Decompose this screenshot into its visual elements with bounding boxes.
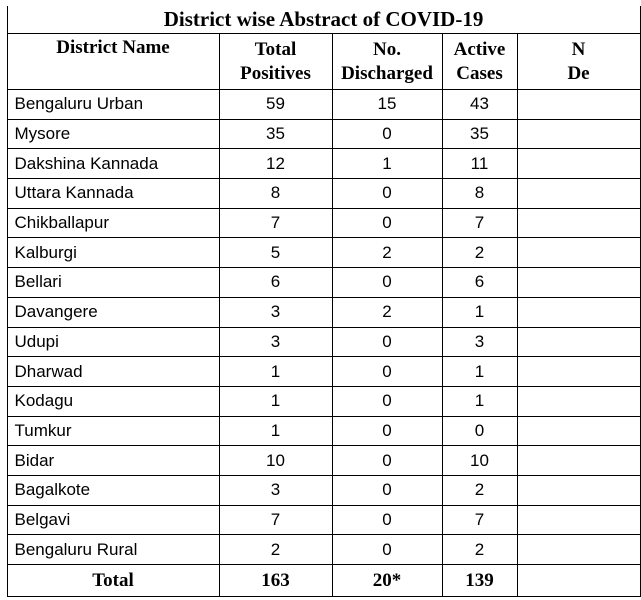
active-cases-cell: 1	[442, 386, 517, 416]
active-cases-cell: 2	[442, 475, 517, 505]
total-positives-cell: 1	[219, 357, 332, 387]
active-cases-cell: 43	[442, 90, 517, 120]
district-name-cell: Kalburgi	[7, 238, 219, 268]
header-total-positives: Total Positives	[219, 34, 332, 90]
deaths-cell	[517, 327, 640, 357]
active-cases-cell: 11	[442, 149, 517, 179]
total-active: 139	[442, 565, 517, 597]
active-cases-cell: 2	[442, 535, 517, 565]
deaths-cell	[517, 90, 640, 120]
total-deaths	[517, 565, 640, 597]
table-row	[0, 416, 640, 446]
header-row	[0, 34, 640, 90]
total-row	[0, 565, 640, 597]
discharged-cell: 2	[332, 238, 442, 268]
table-row	[0, 535, 640, 565]
discharged-cell: 0	[332, 505, 442, 535]
header-active-cases: Active Cases	[442, 34, 517, 90]
left-stub	[0, 565, 7, 597]
left-stub	[0, 34, 7, 90]
total-positives-cell: 59	[219, 90, 332, 120]
left-stub	[0, 268, 7, 298]
deaths-cell	[517, 416, 640, 446]
district-name-cell: Kodagu	[7, 386, 219, 416]
active-cases-cell: 10	[442, 446, 517, 476]
discharged-cell: 0	[332, 475, 442, 505]
district-name-cell: Davangere	[7, 297, 219, 327]
total-positives-cell: 7	[219, 208, 332, 238]
district-name-cell: Bagalkote	[7, 475, 219, 505]
discharged-cell: 2	[332, 297, 442, 327]
district-name-cell: Dharwad	[7, 357, 219, 387]
district-name-cell: Bengaluru Urban	[7, 90, 219, 120]
discharged-cell: 0	[332, 119, 442, 149]
total-positives-cell: 7	[219, 505, 332, 535]
left-stub	[0, 6, 7, 34]
total-positives-cell: 10	[219, 446, 332, 476]
table-row	[0, 386, 640, 416]
total-positives-cell: 3	[219, 475, 332, 505]
left-stub	[0, 297, 7, 327]
left-stub	[0, 327, 7, 357]
discharged-cell: 0	[332, 416, 442, 446]
active-cases-cell: 35	[442, 119, 517, 149]
left-stub	[0, 535, 7, 565]
active-cases-cell: 2	[442, 238, 517, 268]
deaths-cell	[517, 149, 640, 179]
discharged-cell: 0	[332, 208, 442, 238]
table-title-row	[0, 6, 640, 34]
total-positives-cell: 12	[219, 149, 332, 179]
table-row	[0, 149, 640, 179]
header-district-name: District Name	[7, 34, 219, 90]
table-row	[0, 475, 640, 505]
district-name-cell: Bidar	[7, 446, 219, 476]
table-row	[0, 119, 640, 149]
table-title: District wise Abstract of COVID-19	[7, 6, 640, 34]
deaths-cell	[517, 297, 640, 327]
active-cases-cell: 3	[442, 327, 517, 357]
district-name-cell: Dakshina Kannada	[7, 149, 219, 179]
deaths-cell	[517, 179, 640, 209]
deaths-cell	[517, 446, 640, 476]
table-row	[0, 446, 640, 476]
deaths-cell	[517, 475, 640, 505]
total-positives-cell: 6	[219, 268, 332, 298]
total-positives-cell: 3	[219, 297, 332, 327]
left-stub	[0, 179, 7, 209]
total-positives-cell: 8	[219, 179, 332, 209]
table-row	[0, 179, 640, 209]
left-stub	[0, 386, 7, 416]
table-row	[0, 357, 640, 387]
left-stub	[0, 357, 7, 387]
deaths-cell	[517, 386, 640, 416]
discharged-cell: 0	[332, 446, 442, 476]
header-deaths: N De	[517, 34, 640, 90]
district-name-cell: Bengaluru Rural	[7, 535, 219, 565]
deaths-cell	[517, 208, 640, 238]
table-row	[0, 327, 640, 357]
header-discharged: No. Discharged	[332, 34, 442, 90]
district-name-cell: Tumkur	[7, 416, 219, 446]
discharged-cell: 1	[332, 149, 442, 179]
left-stub	[0, 505, 7, 535]
deaths-cell	[517, 119, 640, 149]
table-row	[0, 297, 640, 327]
district-name-cell: Belgavi	[7, 505, 219, 535]
discharged-cell: 0	[332, 357, 442, 387]
district-name-cell: Bellari	[7, 268, 219, 298]
left-stub	[0, 416, 7, 446]
deaths-cell	[517, 505, 640, 535]
deaths-cell	[517, 268, 640, 298]
left-stub	[0, 475, 7, 505]
active-cases-cell: 8	[442, 179, 517, 209]
discharged-cell: 0	[332, 327, 442, 357]
active-cases-cell: 1	[442, 357, 517, 387]
deaths-cell	[517, 357, 640, 387]
table-row	[0, 238, 640, 268]
active-cases-cell: 7	[442, 208, 517, 238]
discharged-cell: 0	[332, 268, 442, 298]
district-name-cell: Udupi	[7, 327, 219, 357]
table-row	[0, 208, 640, 238]
left-stub	[0, 446, 7, 476]
total-positives: 163	[219, 565, 332, 597]
active-cases-cell: 1	[442, 297, 517, 327]
total-positives-cell: 1	[219, 386, 332, 416]
discharged-cell: 0	[332, 179, 442, 209]
discharged-cell: 15	[332, 90, 442, 120]
deaths-cell	[517, 535, 640, 565]
left-stub	[0, 238, 7, 268]
total-positives-cell: 35	[219, 119, 332, 149]
left-stub	[0, 149, 7, 179]
district-name-cell: Chikballapur	[7, 208, 219, 238]
covid-district-table	[0, 6, 641, 597]
total-discharged: 20*	[332, 565, 442, 597]
left-stub	[0, 119, 7, 149]
discharged-cell: 0	[332, 535, 442, 565]
table-row	[0, 90, 640, 120]
table-row	[0, 268, 640, 298]
table-body	[0, 90, 640, 565]
left-stub	[0, 208, 7, 238]
total-positives-cell: 1	[219, 416, 332, 446]
left-stub	[0, 90, 7, 120]
district-name-cell: Uttara Kannada	[7, 179, 219, 209]
table-row	[0, 505, 640, 535]
active-cases-cell: 0	[442, 416, 517, 446]
district-name-cell: Mysore	[7, 119, 219, 149]
discharged-cell: 0	[332, 386, 442, 416]
active-cases-cell: 7	[442, 505, 517, 535]
total-label: Total	[7, 565, 219, 597]
total-positives-cell: 3	[219, 327, 332, 357]
total-positives-cell: 5	[219, 238, 332, 268]
active-cases-cell: 6	[442, 268, 517, 298]
deaths-cell	[517, 238, 640, 268]
total-positives-cell: 2	[219, 535, 332, 565]
